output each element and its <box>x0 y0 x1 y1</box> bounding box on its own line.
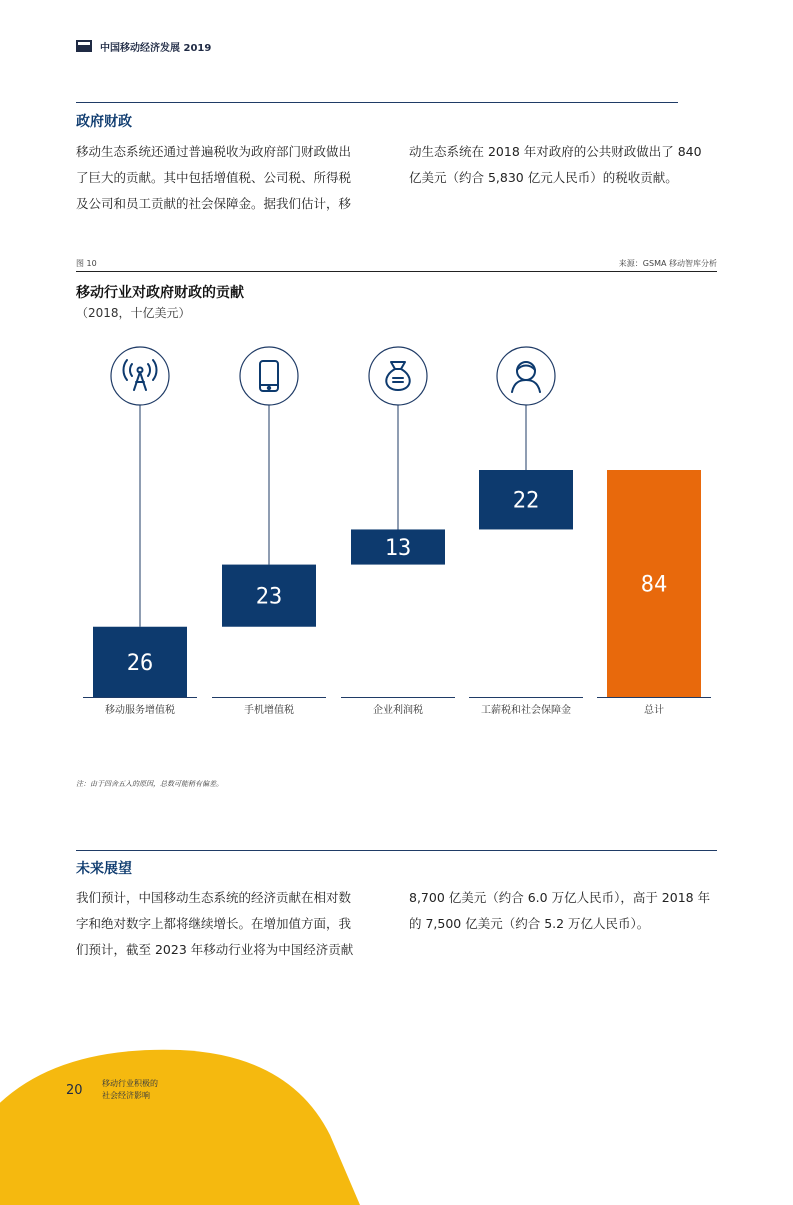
section1-col1-line: 及公司和员工贡献的社会保障金。据我们估计，移 <box>76 196 352 211</box>
bar-value-label: 13 <box>384 536 412 562</box>
footer-yellow-shape <box>0 1045 360 1205</box>
header-title: 中国移动经济发展 2019 <box>100 43 212 54</box>
bar-value-label: 23 <box>255 584 283 610</box>
section1-col1-line: 了巨大的贡献。其中包括增值税、公司税、所得税 <box>76 170 352 185</box>
chart-title: 移动行业对政府财政的贡献 <box>76 285 244 301</box>
footer-text-line2: 社会经济影响 <box>102 1091 150 1100</box>
section2-col2-line: 的 7,500 亿美元（约合 5.2 万亿人民币）。 <box>409 916 650 931</box>
bar-value-label: 26 <box>126 650 154 676</box>
page-number: 20 <box>66 1083 83 1098</box>
section2-col2 <box>409 885 729 937</box>
footer-text <box>102 1078 158 1102</box>
section1-col2-line: 动生态系统在 2018 年对政府的公共财政做出了 840 <box>409 144 702 159</box>
bar-value-label: 84 <box>640 572 668 598</box>
figure-source: 来源：GSMA 移动智库分析 <box>618 259 717 268</box>
category-label: 工薪税和社会保障金 <box>481 705 571 716</box>
section1-col2-line: 亿美元（约合 5,830 亿元人民币）的税收贡献。 <box>409 170 678 185</box>
chart-subtitle: （2018，十亿美元） <box>76 306 191 320</box>
section2-col1-line: 字和绝对数字上都将继续增长。在增加值方面，我 <box>76 916 352 931</box>
chart-note: 注：由于四舍五入的原因，总数可能稍有偏差。 <box>76 780 223 788</box>
category-label: 总计 <box>644 705 664 716</box>
section2-col1-line: 们预计，截至 2023 年移动行业将为中国经济贡献 <box>76 942 354 957</box>
icon-circle <box>497 347 555 405</box>
bar-value-label: 22 <box>512 488 540 514</box>
section2-col1 <box>76 885 396 963</box>
figure-label: 图 10 <box>76 259 97 268</box>
category-label: 手机增值税 <box>244 705 294 716</box>
icon-circle <box>111 347 169 405</box>
icon-circle <box>240 347 298 405</box>
section2-col1-line: 我们预计，中国移动生态系统的经济贡献在相对数 <box>76 890 352 905</box>
section1-col1-line: 移动生态系统还通过普遍税收为政府部门财政做出 <box>76 144 352 159</box>
category-label: 移动服务增值税 <box>105 705 175 716</box>
phone-icon-stroke <box>268 387 270 389</box>
section1-title: 政府财政 <box>76 114 132 130</box>
category-label: 企业利润税 <box>373 705 423 716</box>
footer-text-line1: 移动行业积极的 <box>102 1079 158 1088</box>
section2-col2-line: 8,700 亿美元（约合 6.0 万亿人民币），高于 2018 年 <box>409 890 711 905</box>
section2-title: 未来展望 <box>76 861 132 877</box>
section2-rule <box>76 850 717 851</box>
icon-circle <box>369 347 427 405</box>
